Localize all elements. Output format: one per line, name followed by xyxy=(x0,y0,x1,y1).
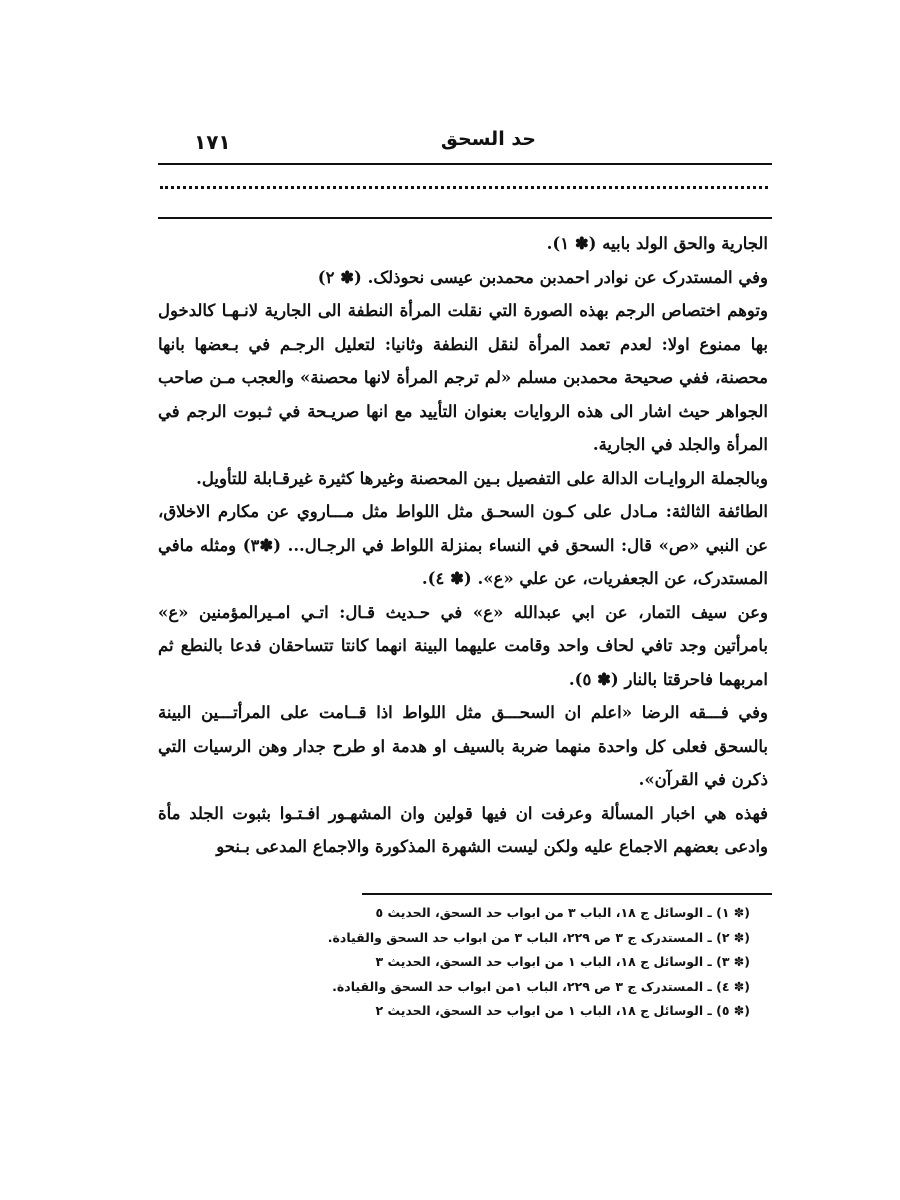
header-rule xyxy=(158,163,772,165)
footnote-1: (✽ ١) ـ الوسائل ج ١٨، الباب ٣ من ابواب حد السحق، الحديث ٥ xyxy=(375,905,750,920)
paragraph-4: وبالجملة الروايـات الدالة على التفصيل بـين المحصنة وغيرها كثيرة غيرقـابلة للتأويل. xyxy=(196,468,768,488)
main-text xyxy=(158,227,768,864)
paragraph-3: وتوهم اختصاص الرجم بهذه الصورة التي نقلت المرأة النطفة الى الجارية لانـهـا كالدخول بها ممنوع اولا: لعدم تعمد المرأة لنقل النطفة وثانيا: لتعليل الرجـم في بـعضها بانها محصنة، ففي صحيحة محمدبن مسلم «لم ترجم المرأة لانها محصنة» والعجب مـن صاحب الجواهر حيث اشار الى هذه الروايات بعنوان التأييد مع انها صريـحة في ثـبوت الرجم في المرأة والجلد في الجارية. xyxy=(158,301,768,454)
running-title: حد السحق xyxy=(440,128,536,150)
footnote-2: (✽ ٢) ـ المستدرک ج ٣ ص ٢٢٩، الباب ٣ من ابواب حد السحق والقيادة. xyxy=(327,929,750,945)
paragraph-8: فهذه هي اخبار المسألة وعرفت ان فيها قولين وان المشهـور افـتـوا بثبوت الجلد مأة وادعى بعضهم الاجماع عليه ولكن ليست الشهرة المذكورة والاجماع المدعى بـنحو xyxy=(158,803,768,856)
paragraph-5: الطائفة الثالثة: مـادل على كـون السحـق مثل اللواط مثل مـــاروي عن مكارم الاخلاق، عن النبي «ص» قال: السحق في النساء بمنزلة اللواط في الرجـال... (✽٣) ومثله مافي المستدرک، عن الجعفريات، عن علي «ع». (✽ ٤). xyxy=(158,502,768,588)
page-header xyxy=(158,128,770,162)
footnote-3: (✽ ٣) ـ الوسائل ج ١٨، الباب ١ من ابواب حد السحق، الحديث ٣ xyxy=(375,954,750,969)
page-number: ١٧١ xyxy=(194,130,231,154)
dotted-separator xyxy=(160,186,768,189)
footnote-separator xyxy=(362,893,772,895)
paragraph-1: الجارية والحق الولد بابيه (✽ ١). xyxy=(546,234,768,253)
footnote-4: (✽ ٤) ـ المستدرک ج ٣ ص ٢٢٩، الباب ١من ابواب حد السحق والقيادة. xyxy=(332,978,750,994)
paragraph-2: وفي المستدرک عن نوادر احمدبن محمدبن عيسى نحوذلک. (✽ ٢) xyxy=(317,267,768,287)
header-bottom-rule xyxy=(158,217,772,219)
paragraph-7: وفي فـــقه الرضا «اعلم ان السحـــق مثل اللواط اذا قــامت على المرأتـــين البينة بالسحق فعلى كل واحدة منهما ضربة بالسيف او هدمة او طرح جدار وهن الرسيات التي ذكرن في القرآن». xyxy=(158,703,768,789)
footnote-5: (✽ ٥) ـ الوسائل ج ١٨، الباب ١ من ابواب حد السحق، الحديث ٢ xyxy=(375,1003,750,1018)
paragraph-6: وعن سيف التمار، عن ابي عبدالله «ع» في حـديث قـال: اتـي امـيرالمؤمنين «ع» بامرأتين وجد تافي لحاف واحد وقامت عليهما البينة انهما كانتا تتساحقان فدعا بالنطع ثم امربهما فاحرقتا بالنار (✽ ٥). xyxy=(158,602,768,689)
footnotes xyxy=(250,901,750,1024)
